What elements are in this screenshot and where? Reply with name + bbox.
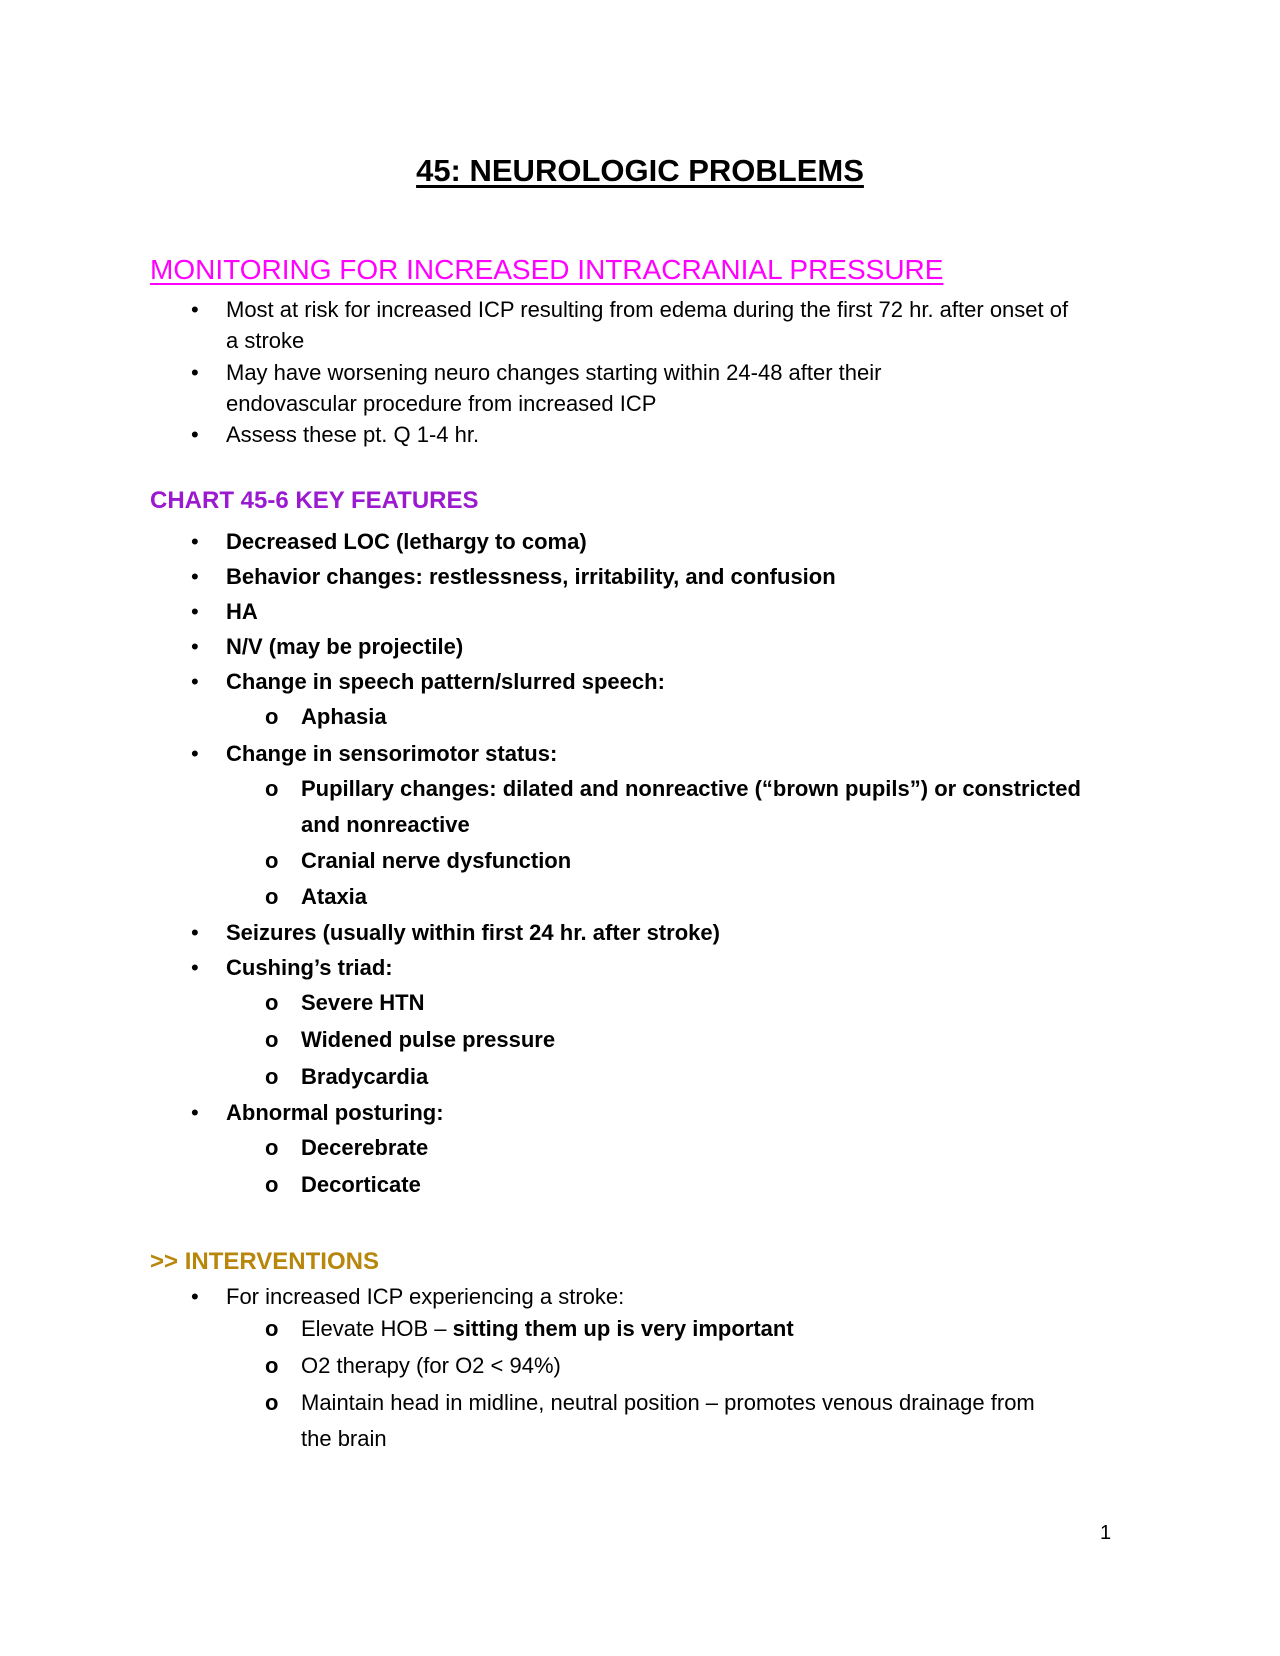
sub-list-item-continuation: and nonreactive [301, 812, 470, 837]
sub-bullet-glyph: o [265, 848, 279, 873]
section-heading-key-features: CHART 45-6 KEY FEATURES [150, 487, 479, 514]
sub-bullet-glyph: o [265, 1064, 279, 1089]
list-item: Change in speech pattern/slurred speech: [226, 669, 665, 694]
sub-bullet-glyph: o [265, 884, 279, 909]
list-item: May have worsening neuro changes starting within 24-48 after their [226, 360, 882, 385]
list-item: Seizures (usually within first 24 hr. after stroke) [226, 920, 720, 945]
list-item: N/V (may be projectile) [226, 634, 464, 659]
sub-bullet-glyph: o [265, 1353, 279, 1378]
sub-list-item-text: Elevate HOB – [301, 1316, 453, 1341]
bullet-glyph: • [191, 297, 199, 322]
bullet-glyph: • [191, 669, 199, 694]
bullet-glyph: • [191, 422, 199, 447]
sub-bullet-glyph: o [265, 1135, 279, 1160]
sub-list-item-continuation: the brain [301, 1426, 387, 1451]
list-item: Decreased LOC (lethargy to coma) [226, 529, 587, 554]
page-number: 1 [1100, 1522, 1112, 1544]
bullet-glyph: • [191, 1284, 199, 1309]
sub-list-item: O2 therapy (for O2 < 94%) [301, 1353, 561, 1378]
sub-bullet-glyph: o [265, 776, 279, 801]
sub-list-item: Pupillary changes: dilated and nonreactive (“brown pupils”) or constricted [301, 776, 1081, 801]
sub-list-item: Widened pulse pressure [301, 1027, 556, 1052]
sub-list-item [301, 1316, 794, 1342]
list-item: For increased ICP experiencing a stroke: [226, 1284, 625, 1309]
list-item-continuation: a stroke [226, 328, 305, 353]
sub-list-item: Aphasia [301, 704, 387, 729]
section-heading-icp: MONITORING FOR INCREASED INTRACRANIAL PRESSURE [150, 254, 944, 285]
list-item: HA [226, 599, 258, 624]
sub-list-item: Bradycardia [301, 1064, 429, 1089]
sub-bullet-glyph: o [265, 1172, 279, 1197]
sub-bullet-glyph: o [265, 990, 279, 1015]
sub-bullet-glyph: o [265, 1390, 279, 1415]
bullet-glyph: • [191, 529, 199, 554]
list-item: Assess these pt. Q 1-4 hr. [226, 422, 480, 447]
bullet-glyph: • [191, 1100, 199, 1125]
sub-bullet-glyph: o [265, 704, 279, 729]
bullet-glyph: • [191, 599, 199, 624]
sub-list-item: Ataxia [301, 884, 368, 909]
list-item-continuation: endovascular procedure from increased ICP [226, 391, 657, 416]
sub-list-item: Cranial nerve dysfunction [301, 848, 572, 873]
list-item: Abnormal posturing: [226, 1100, 444, 1125]
page-title: 45: NEUROLOGIC PROBLEMS [416, 153, 864, 188]
sub-list-item: Severe HTN [301, 990, 425, 1015]
list-item: Change in sensorimotor status: [226, 741, 558, 766]
list-item: Behavior changes: restlessness, irritability, and confusion [226, 564, 836, 589]
list-item: Most at risk for increased ICP resulting from edema during the first 72 hr. after onset of [226, 297, 1069, 322]
bullet-glyph: • [191, 564, 199, 589]
section-heading-interventions: >> INTERVENTIONS [150, 1248, 379, 1275]
sub-bullet-glyph: o [265, 1027, 279, 1052]
sub-list-item: Maintain head in midline, neutral position – promotes venous drainage from [301, 1390, 1035, 1415]
list-item: Cushing’s triad: [226, 955, 393, 980]
bullet-glyph: • [191, 741, 199, 766]
bullet-glyph: • [191, 955, 199, 980]
sub-list-item: Decerebrate [301, 1135, 429, 1160]
bullet-glyph: • [191, 920, 199, 945]
sub-list-item-emphasis: sitting them up is very important [452, 1316, 794, 1341]
bullet-glyph: • [191, 634, 199, 659]
bullet-glyph: • [191, 360, 199, 385]
sub-list-item: Decorticate [301, 1172, 421, 1197]
sub-bullet-glyph: o [265, 1316, 279, 1341]
